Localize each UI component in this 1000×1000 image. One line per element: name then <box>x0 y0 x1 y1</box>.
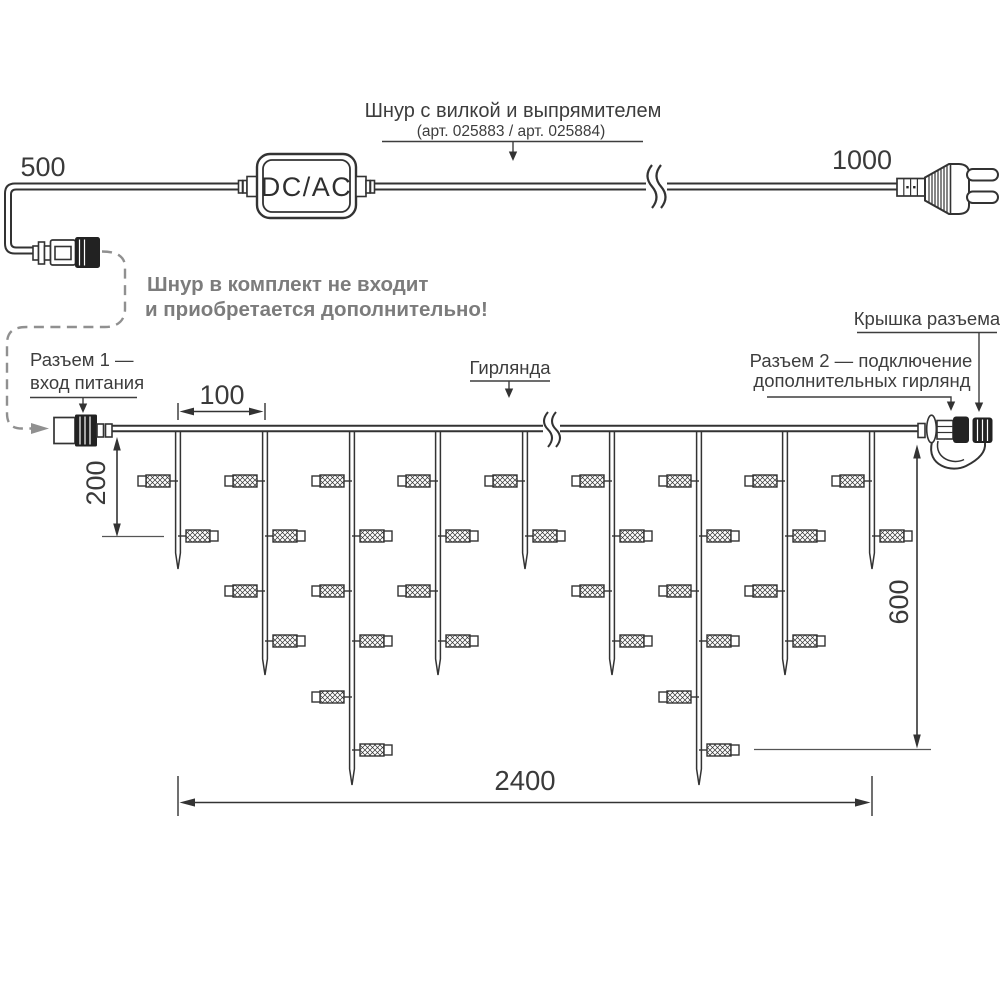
plug-prong <box>967 169 998 181</box>
led-bulb-icon <box>438 530 478 542</box>
led-bulb-icon <box>178 530 218 542</box>
garland-drop <box>485 431 565 569</box>
cap-tether-wire-inner <box>937 441 964 461</box>
dcac-right-stub <box>366 181 370 194</box>
connector2-black-body <box>953 417 969 444</box>
cap-label: Крышка разъема <box>853 308 1000 329</box>
up-arrow-icon <box>913 445 921 459</box>
coupling <box>918 424 925 438</box>
led-bulb-icon <box>312 585 352 597</box>
garland-assembly <box>54 412 993 785</box>
cord-output-connector <box>33 237 100 268</box>
garland-drop <box>745 431 825 675</box>
garland-label: Гирлянда <box>469 357 551 378</box>
led-bulb-icon <box>699 744 739 756</box>
cord-subtitle: (арт. 025883 / арт. 025884) <box>416 123 606 140</box>
led-bulb-icon <box>659 691 699 703</box>
led-bulb-icon <box>572 585 612 597</box>
led-bulb-icon <box>138 475 178 487</box>
connector1-label-line1: Разъем 1 — <box>30 349 134 370</box>
led-bulb-icon <box>352 744 392 756</box>
cap-tether-wire <box>931 442 985 469</box>
led-bulb-icon <box>745 475 785 487</box>
dcac-converter <box>239 154 375 218</box>
connector-sleeve <box>937 421 953 440</box>
led-bulb-icon <box>659 585 699 597</box>
led-bulb-icon <box>872 530 912 542</box>
garland-wire <box>112 412 918 447</box>
led-bulb-icon <box>659 475 699 487</box>
down-arrow-icon <box>975 403 983 413</box>
led-bulb-icon <box>352 530 392 542</box>
led-bulb-icon <box>312 475 352 487</box>
connector-inner <box>55 247 71 260</box>
connector2-label-line1: Разъем 2 — подключение <box>749 350 973 371</box>
dcac-left-stub <box>239 181 243 194</box>
break-symbol-icon <box>657 165 666 208</box>
dim-2400 <box>178 765 872 816</box>
strain-relief-dot <box>913 186 915 188</box>
break-symbol-icon <box>544 412 552 447</box>
led-bulb-icon <box>699 530 739 542</box>
power-plug <box>897 164 998 214</box>
connector-ring <box>927 415 937 443</box>
led-bulb-icon <box>699 635 739 647</box>
not-included-note-line2: и приобретается дополнительно! <box>145 298 488 321</box>
left-arrow-icon <box>180 408 195 416</box>
dim-600-label: 600 <box>884 579 914 625</box>
dim-600 <box>754 445 931 750</box>
led-bulb-icon <box>398 475 438 487</box>
dcac-left-stub <box>247 177 257 197</box>
led-bulb-icon <box>525 530 565 542</box>
garland-drop <box>659 431 739 785</box>
down-arrow-icon <box>947 402 955 412</box>
not-included-note-line1: Шнур в комплект не входит <box>147 273 429 296</box>
led-bulb-icon <box>352 635 392 647</box>
led-bulb-icon <box>398 585 438 597</box>
dashed-connection-line <box>7 252 125 429</box>
dim-1000-label: 1000 <box>831 145 893 175</box>
led-bulb-icon <box>312 691 352 703</box>
up-arrow-icon <box>113 437 121 451</box>
cord-title: Шнур с вилкой и выпрямителем <box>364 100 662 122</box>
dcac-right-stub <box>356 177 366 197</box>
connector-body <box>54 418 75 444</box>
cord-title-callout <box>365 100 662 161</box>
led-bulb-icon <box>225 475 265 487</box>
connector1-callout <box>30 349 144 413</box>
garland-drop <box>138 431 218 569</box>
coupling <box>97 424 104 437</box>
led-bulb-icon <box>265 530 305 542</box>
connector2-label-line2: дополнительных гирлянд <box>753 370 971 391</box>
power-cord-assembly <box>5 100 998 268</box>
garland-end-connector <box>918 415 993 468</box>
connector2-leader-line <box>767 397 951 402</box>
garland-drop <box>832 431 912 569</box>
down-arrow-icon <box>79 404 87 414</box>
led-bulb-icon <box>265 635 305 647</box>
led-bulb-icon <box>438 635 478 647</box>
right-arrow-icon <box>249 408 264 416</box>
led-bulb-icon <box>832 475 872 487</box>
cord-left-inner-line <box>11 190 240 248</box>
garland-drops <box>138 431 912 785</box>
dim-100-label: 100 <box>199 380 245 410</box>
break-symbol-icon <box>648 165 657 208</box>
down-arrow-icon <box>509 152 517 162</box>
connector-black-cap <box>75 237 100 268</box>
break-symbol-icon <box>552 412 560 447</box>
garland-drop <box>398 431 478 675</box>
garland-input-connector <box>54 415 112 447</box>
led-bulb-icon <box>785 530 825 542</box>
led-bulb-icon <box>225 585 265 597</box>
led-bulb-icon <box>612 635 652 647</box>
led-bulb-icon <box>745 585 785 597</box>
dim-100 <box>178 380 265 420</box>
connector-ridge <box>45 246 51 260</box>
right-arrow-icon <box>855 798 871 806</box>
coupling <box>106 424 113 437</box>
down-arrow-icon <box>113 524 121 538</box>
garland-drop <box>312 431 392 785</box>
connector2-callout <box>750 350 973 411</box>
led-bulb-icon <box>785 635 825 647</box>
garland-drop <box>225 431 305 675</box>
led-bulb-icon <box>485 475 525 487</box>
down-arrow-icon <box>505 389 513 399</box>
connector1-label-line2: вход питания <box>30 372 145 393</box>
strain-relief-dot <box>906 186 908 188</box>
dcac-right-stub <box>371 181 375 194</box>
connector-ridge <box>33 246 39 260</box>
dim-500-label: 500 <box>20 152 66 182</box>
not-included-path <box>7 252 488 435</box>
led-bulb-icon <box>612 530 652 542</box>
garland-callout <box>469 357 551 398</box>
dim-2400-label: 2400 <box>494 765 556 796</box>
down-arrow-icon <box>913 735 921 749</box>
dcac-label: DC/AC <box>260 172 353 202</box>
led-bulb-icon <box>572 475 612 487</box>
garland-drop <box>572 431 652 675</box>
connector-ribbed-block <box>75 415 97 447</box>
connector-ridge <box>39 242 45 264</box>
gray-right-arrow-icon <box>31 423 49 434</box>
left-arrow-icon <box>180 798 196 806</box>
plug-prong <box>967 192 998 204</box>
cord-to-plug <box>375 165 897 208</box>
dim-200-label: 200 <box>81 460 111 506</box>
